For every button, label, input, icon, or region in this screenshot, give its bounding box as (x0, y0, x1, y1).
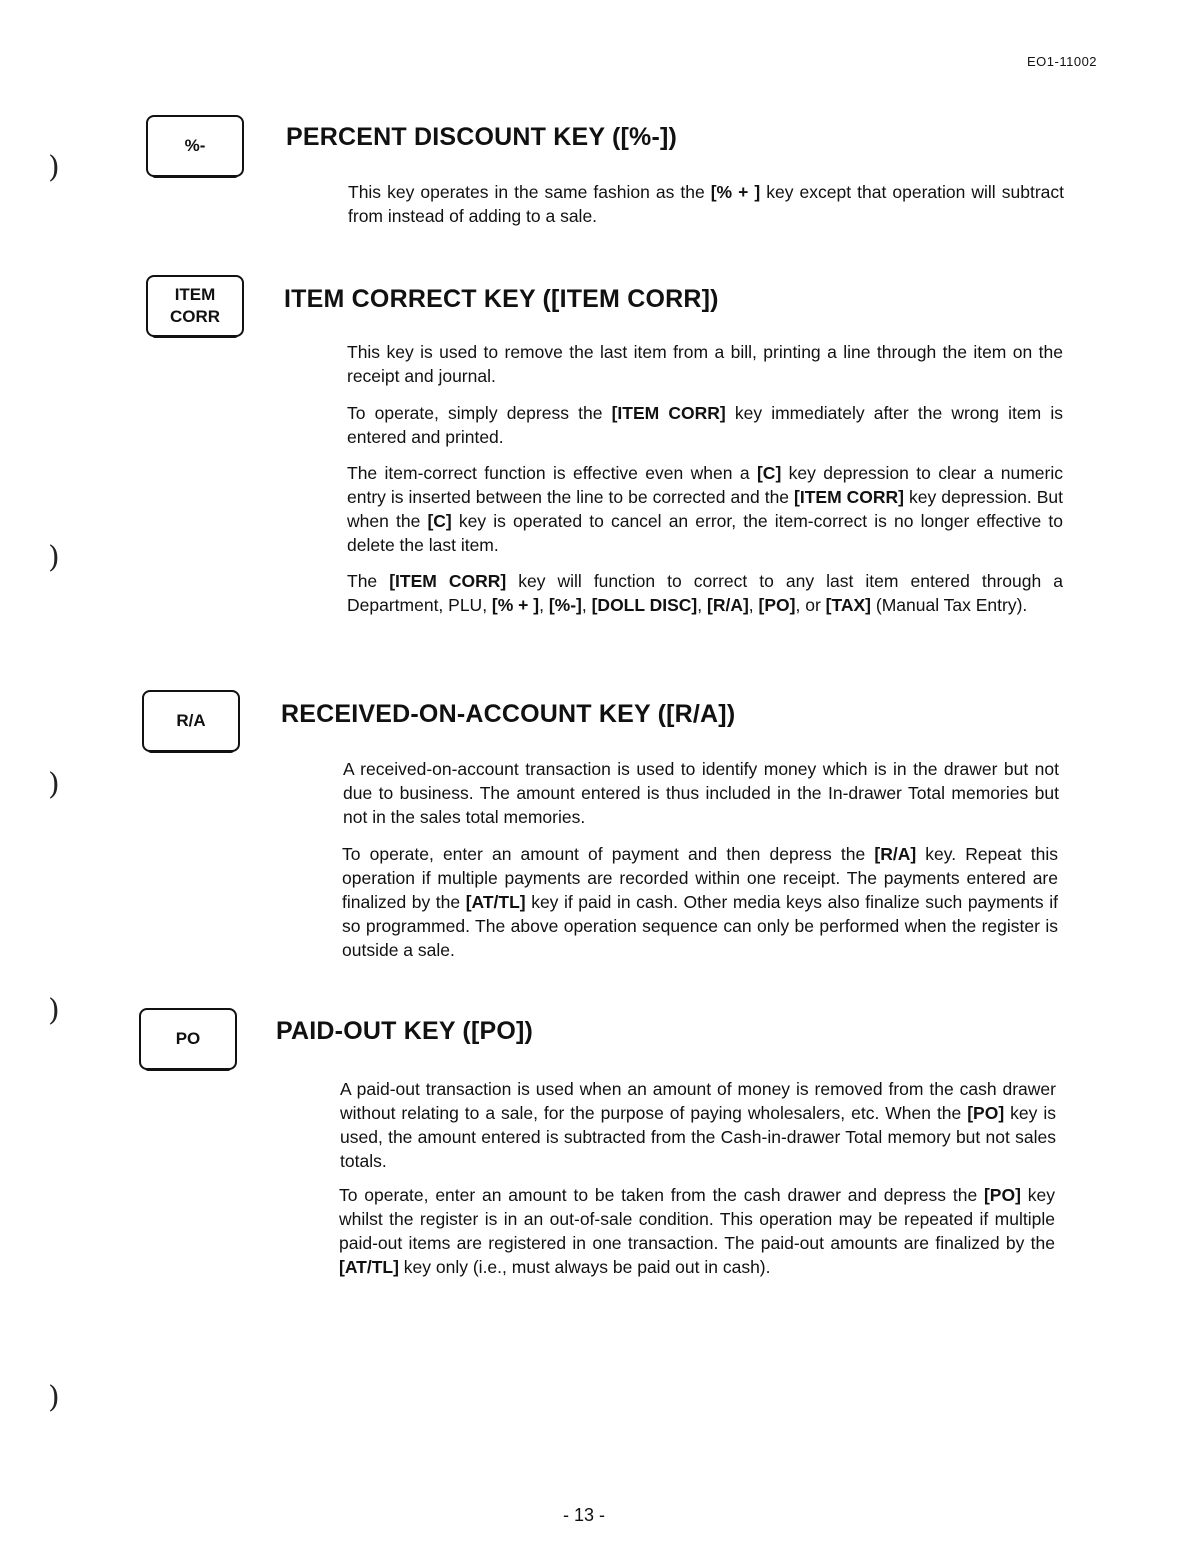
paragraph: To operate, enter an amount to be taken from the cash drawer and depress the [PO] key whilst the register is in an out-of-sale condition. This operation may be repeated if multiple paid-out items are registered in one transaction. The paid-out amounts are finalized by the [AT/TL] key only (i.e., must always be paid out in cash). (339, 1185, 1055, 1277)
section-title-received-on-account: RECEIVED-ON-ACCOUNT KEY ([R/A]) (281, 700, 736, 728)
paragraph: This key operates in the same fashion as the [% + ] key except that operation will subtract from instead of adding to a sale. (348, 182, 1064, 226)
key-label: PO (175, 1029, 201, 1048)
paragraph: To operate, simply depress the [ITEM CORR] key immediately after the wrong item is entered and printed. (347, 403, 1063, 447)
paid-out-key-icon (139, 1008, 237, 1070)
key-label: R/A (176, 711, 206, 730)
item-correct-key-icon (146, 275, 244, 337)
received-on-account-key-icon (142, 690, 240, 752)
percent-discount-key-icon (146, 115, 244, 177)
paragraph: The item-correct function is effective even when a [C] key depression to clear a numeric entry is inserted between the line to be corrected and the [ITEM CORR] key depression. But when the [C] key is operated to cancel an error, the item-correct is no longer effective to delete the last item. (347, 463, 1063, 555)
section-title-percent-discount: PERCENT DISCOUNT KEY ([%-]) (286, 123, 678, 151)
paragraph: A paid-out transaction is used when an amount of money is removed from the cash drawer without relating to a sale, for the purpose of paying wholesalers, etc. When the [PO] key is used, the amount entered is subtracted from the Cash-in-drawer Total memory but not sales totals. (340, 1079, 1056, 1171)
margin-mark: ) (48, 1380, 60, 1415)
margin-mark: ) (48, 150, 60, 185)
section-title-paid-out: PAID-OUT KEY ([PO]) (276, 1017, 534, 1045)
paragraph: To operate, enter an amount of payment and then depress the [R/A] key. Repeat this operation if multiple payments are recorded within one receipt. The payments entered are finalized by the [AT/TL] key if paid in cash. Other media keys also finalize such payments if so programmed. The above operation sequence can only be performed when the register is outside a sale. (342, 844, 1059, 960)
document-id: EO1-11002 (1027, 54, 1098, 69)
paragraph: This key is used to remove the last item from a bill, printing a line through the item on the receipt and journal. (347, 342, 1063, 386)
paragraph: A received-on-account transaction is used to identify money which is in the drawer but not due to business. The amount entered is thus included in the In-drawer Total memories but not in the sales total memories. (343, 759, 1059, 827)
margin-mark: ) (48, 540, 60, 575)
page-number: - 13 - (563, 1505, 606, 1525)
key-label: CORR (169, 307, 221, 326)
margin-mark: ) (48, 993, 60, 1028)
paragraph: The [ITEM CORR] key will function to correct to any last item entered through a Department, PLU, [% + ], [%-], [DOLL DISC], [R/A], [PO], or [TAX] (Manual Tax Entry). (347, 571, 1063, 615)
margin-mark: ) (48, 767, 60, 802)
section-title-item-correct: ITEM CORRECT KEY ([ITEM CORR]) (284, 285, 719, 313)
key-label: ITEM (174, 285, 216, 304)
key-label: %- (184, 136, 206, 155)
